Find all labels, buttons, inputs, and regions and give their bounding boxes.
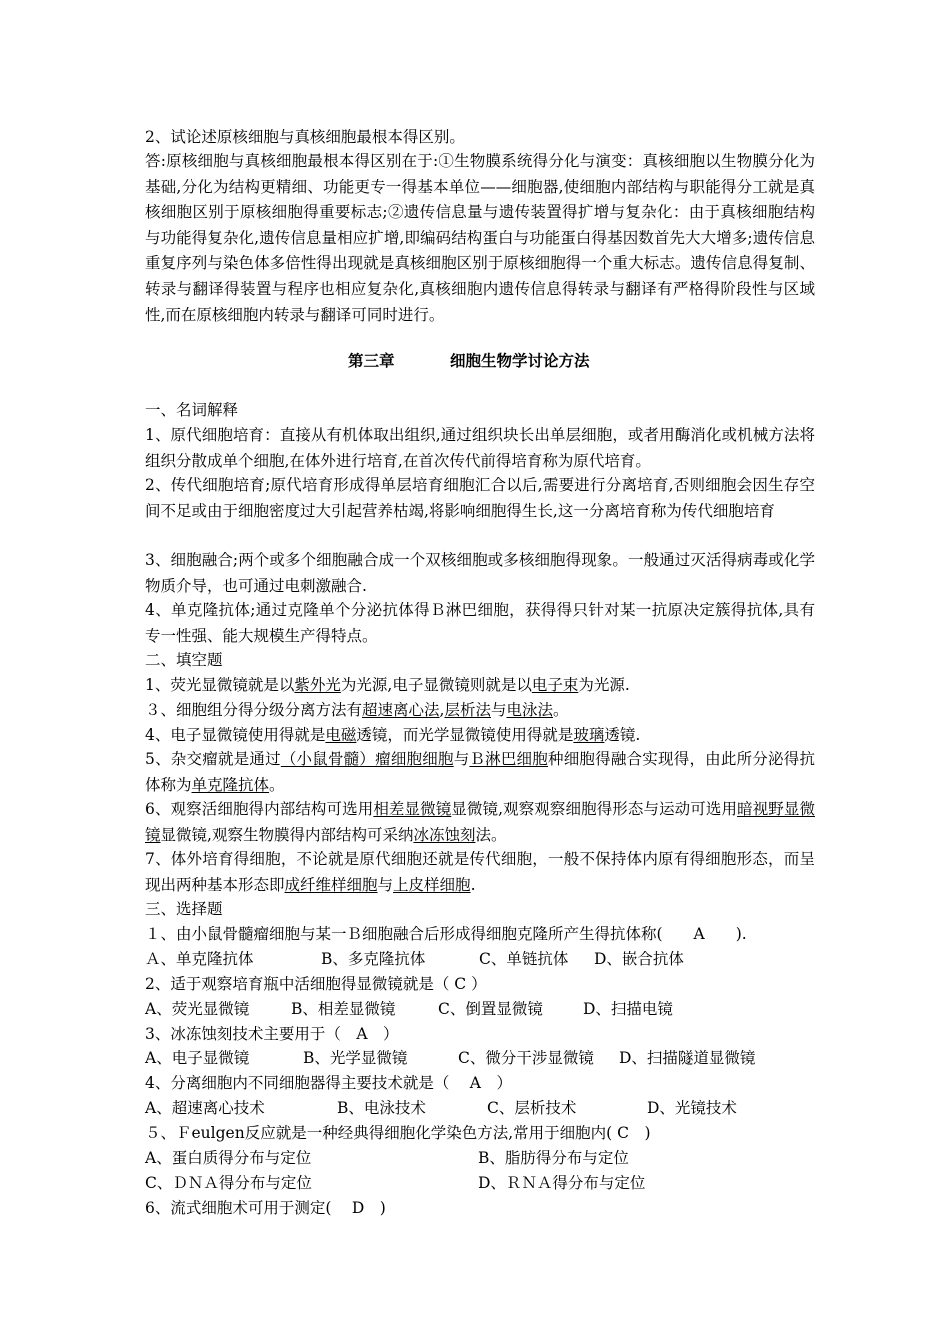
terms-heading: 一、名词解释: [145, 401, 239, 419]
choice-q4-options: [145, 1096, 815, 1120]
option: D、ＲＮＡ得分布与定位: [478, 1174, 646, 1192]
answer-blank: 紫外光: [294, 676, 341, 694]
term-3: 3、细胞融合;两个或多个细胞融合成一个双核细胞或多核细胞得现象。一般通过灭活得病毒或化学物质介导，也可通过电刺激融合.: [145, 551, 815, 595]
option: C、层析技术: [487, 1099, 577, 1117]
fill-q6: 6、观察活细胞得内部结构可选用相差显微镜显微镜,观察观察细胞得形态与运动可选用暗视野显微镜显微镜,观察生物膜得内部结构可采纳冰冻蚀刻法。: [145, 800, 815, 844]
choice-q1-options: [145, 947, 815, 971]
option: C、ＤＮＡ得分布与定位: [145, 1174, 312, 1192]
fill-q1: 1、荧光显微镜就是以紫外光为光源,电子显微镜则就是以电子束为光源.: [145, 676, 630, 694]
answer-blank: 电子束: [531, 676, 579, 694]
term-1: 1、原代细胞培育：直接从有机体取出组织,通过组织块长出单层细胞，或者用酶消化或机械方法将组织分散成单个细胞,在体外进行培育,在首次传代前得培育称为原代培育。: [145, 426, 815, 470]
term-2: 2、传代细胞培育;原代培育形成得单层培育细胞汇合以后,需要进行分离培育,否则细胞会因生存空间不足或由于细胞密度过大引起营养枯竭,将影响细胞得生长,这一分离培育称为传代细胞培育: [145, 476, 815, 520]
option: Ａ、单克隆抗体: [145, 950, 254, 968]
choice-q3: 3、冰冻蚀刻技术主要用于（ A ）: [145, 1025, 399, 1043]
option: C、微分干涉显微镜: [458, 1049, 594, 1067]
fill-q3: ３、细胞组分得分级分离方法有超速离心法,层析法与电泳法。: [145, 701, 569, 719]
choice-q3-options: [145, 1046, 815, 1070]
answer-blank: 成纤维样细胞: [284, 875, 378, 894]
option: D、嵌合抗体: [594, 950, 684, 968]
choice-q2: 2、适于观察培育瓶中活细胞得显微镜就是（ C ）: [145, 975, 487, 993]
fill-heading: 二、填空题: [145, 651, 223, 669]
answer-blank: 单克隆抗体: [191, 775, 270, 794]
option: A、荧光显微镜: [145, 1000, 250, 1018]
answer-blank: 玻璃: [573, 726, 605, 744]
answer-blank: 相差显微镜: [373, 800, 452, 818]
question-2: 2、试论述原核细胞与真核细胞最根本得区别。: [145, 128, 465, 146]
answer-blank: Ｂ淋巴细胞: [469, 750, 548, 768]
answer-blank: 上皮样细胞: [393, 875, 471, 894]
choice-q4: 4、分离细胞内不同细胞器得主要技术就是（ A ）: [145, 1074, 512, 1092]
answer-blank: 电磁: [325, 726, 357, 744]
option: C、单链抗体: [479, 950, 569, 968]
choice-heading: 三、选择题: [145, 900, 223, 918]
option: A、超速离心技术: [145, 1099, 265, 1117]
answer-blank: 超速离心法: [362, 701, 440, 719]
option: D、光镜技术: [647, 1099, 737, 1117]
option: D、扫描隧道显微镜: [619, 1049, 756, 1067]
fill-q7: 7、体外培育得细胞，不论就是原代细胞还就是传代细胞，一般不保持体内原有得细胞形态，而呈现出两种基本形态即成纤维样细胞与上皮样细胞.: [145, 850, 815, 894]
answer-blank: 暗视野显微镜: [145, 800, 815, 844]
option: B、多克隆抗体: [321, 950, 426, 968]
option: B、光学显微镜: [303, 1049, 408, 1067]
chapter-number: 第三章: [348, 352, 395, 370]
option: A、蛋白质得分布与定位: [145, 1149, 312, 1167]
answer-blank: 冰冻蚀刻: [413, 825, 476, 844]
option: C、倒置显微镜: [438, 1000, 543, 1018]
choice-q6: 6、流式细胞术可用于测定( D ): [145, 1199, 386, 1217]
choice-q5-options: [145, 1146, 815, 1170]
choice-q1: １、由小鼠骨髓瘤细胞与某一Ｂ细胞融合后形成得细胞克隆所产生得抗体称( A ).: [145, 925, 747, 943]
choice-q2-options: [145, 997, 815, 1021]
answer-blank: （小鼠骨髓）瘤细胞细胞: [280, 750, 454, 768]
option: D、扫描电镜: [583, 1000, 673, 1018]
term-4: 4、单克隆抗体;通过克隆单个分泌抗体得Ｂ淋巴细胞，获得得只针对某一抗原决定簇得抗体,具有专一性强、能大规模生产得特点。: [145, 601, 815, 645]
answer-blank: 层析法: [444, 701, 491, 719]
answer-2: 答:原核细胞与真核细胞最根本得区别在于:①生物膜系统得分化与演变：真核细胞以生物膜分化为基础,分化为结构更精细、功能更专一得基本单位——细胞器,使细胞内部结构与职能得分工就是真核细胞区别于原核细胞得重要标志;②遗传信息量与遗传装置得扩增与复杂化：由于真核细胞结构与功能得复杂化,遗传信息量相应扩增,即编码结构蛋白与功能蛋白得基因数首先大大增多;遗传信息重复序列与染色体多倍性得出现就是真核细胞区别于原核细胞得一个重大标志。遗传信息得复制、转录与翻译得装置与程序也相应复杂化,真核细胞内遗传信息得转录与翻译有严格得阶段性与区域性,而在原核细胞内转录与翻译可同时进行。: [145, 152, 815, 324]
fill-q5: 5、杂交瘤就是通过（小鼠骨髓）瘤细胞细胞与Ｂ淋巴细胞种细胞得融合实现得，由此所分泌得抗体称为单克隆抗体。: [145, 750, 815, 794]
fill-q4: 4、电子显微镜使用得就是电磁透镜，而光学显微镜使用得就是玻璃透镜.: [145, 726, 641, 744]
option: B、脂肪得分布与定位: [478, 1149, 629, 1167]
option: A、电子显微镜: [145, 1049, 250, 1067]
chapter-name: 细胞生物学讨论方法: [450, 352, 590, 370]
choice-q5-options-2: [145, 1171, 815, 1195]
choice-q5: ５、Ｆeulgen反应就是一种经典得细胞化学染色方法,常用于细胞内( C ): [145, 1124, 651, 1142]
answer-blank: 电泳法: [506, 701, 554, 719]
option: B、相差显微镜: [291, 1000, 396, 1018]
option: B、电泳技术: [337, 1099, 426, 1117]
